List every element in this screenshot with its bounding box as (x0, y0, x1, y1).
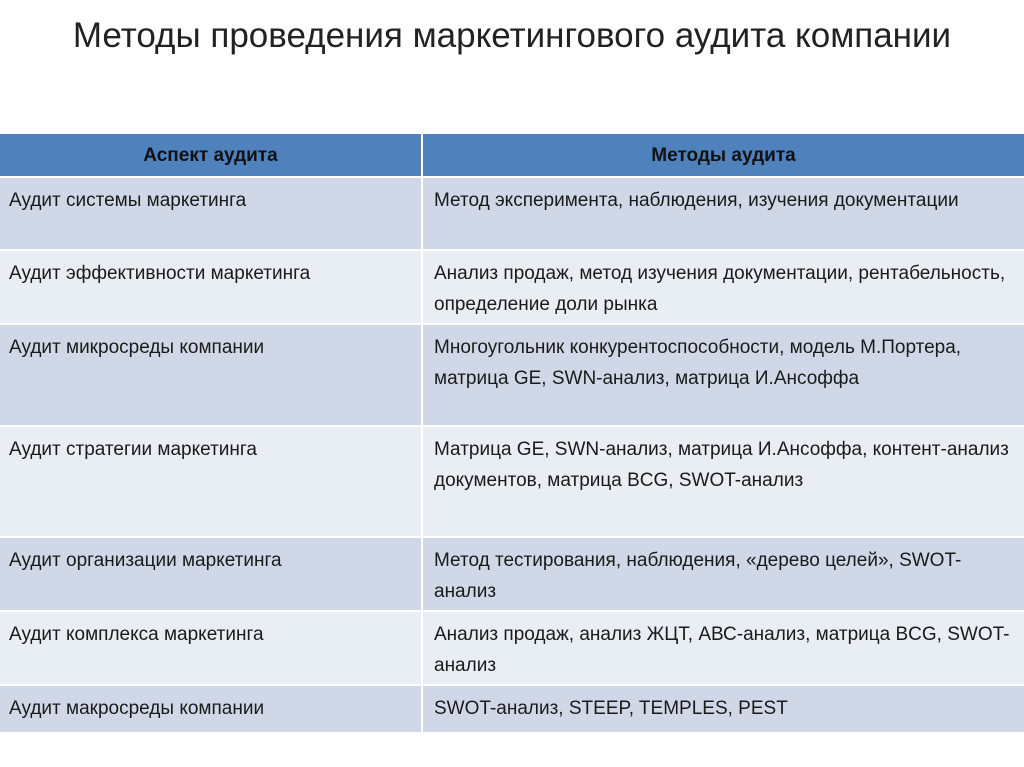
methods-cell: Многоугольник конкурентоспособности, модель М.Портера, матрица GE, SWN-анализ, матрица И.Ансоффа (422, 324, 1024, 426)
aspect-cell: Аудит стратегии маркетинга (0, 426, 422, 537)
aspect-cell: Аудит микросреды компании (0, 324, 422, 426)
column-header-methods: Методы аудита (422, 133, 1024, 177)
table-row (0, 250, 1024, 324)
methods-cell: Анализ продаж, анализ ЖЦТ, АВС-анализ, матрица BCG, SWOT-анализ (422, 611, 1024, 685)
page-title: Методы проведения маркетингового аудита компании (72, 16, 952, 55)
aspect-cell: Аудит комплекса маркетинга (0, 611, 422, 685)
table-row (0, 324, 1024, 426)
table-header-row (0, 133, 1024, 177)
aspect-cell: Аудит макросреды компании (0, 685, 422, 733)
column-header-aspect: Аспект аудита (0, 133, 422, 177)
methods-cell: Анализ продаж, метод изучения документации, рентабельность, определение доли рынка (422, 250, 1024, 324)
methods-cell: Метод эксперимента, наблюдения, изучения документации (422, 177, 1024, 250)
table-row (0, 426, 1024, 537)
audit-methods-table (0, 132, 1024, 734)
table-row (0, 685, 1024, 733)
methods-cell: SWOT-анализ, STEEP, TEMPLES, PEST (422, 685, 1024, 733)
aspect-cell: Аудит системы маркетинга (0, 177, 422, 250)
aspect-cell: Аудит организации маркетинга (0, 537, 422, 611)
table-row (0, 177, 1024, 250)
table-row (0, 537, 1024, 611)
aspect-cell: Аудит эффективности маркетинга (0, 250, 422, 324)
table-row (0, 611, 1024, 685)
methods-cell: Матрица GE, SWN-анализ, матрица И.Ансоффа, контент-анализ документов, матрица BCG, SWOT-анализ (422, 426, 1024, 537)
methods-cell: Метод тестирования, наблюдения, «дерево целей», SWOT-анализ (422, 537, 1024, 611)
